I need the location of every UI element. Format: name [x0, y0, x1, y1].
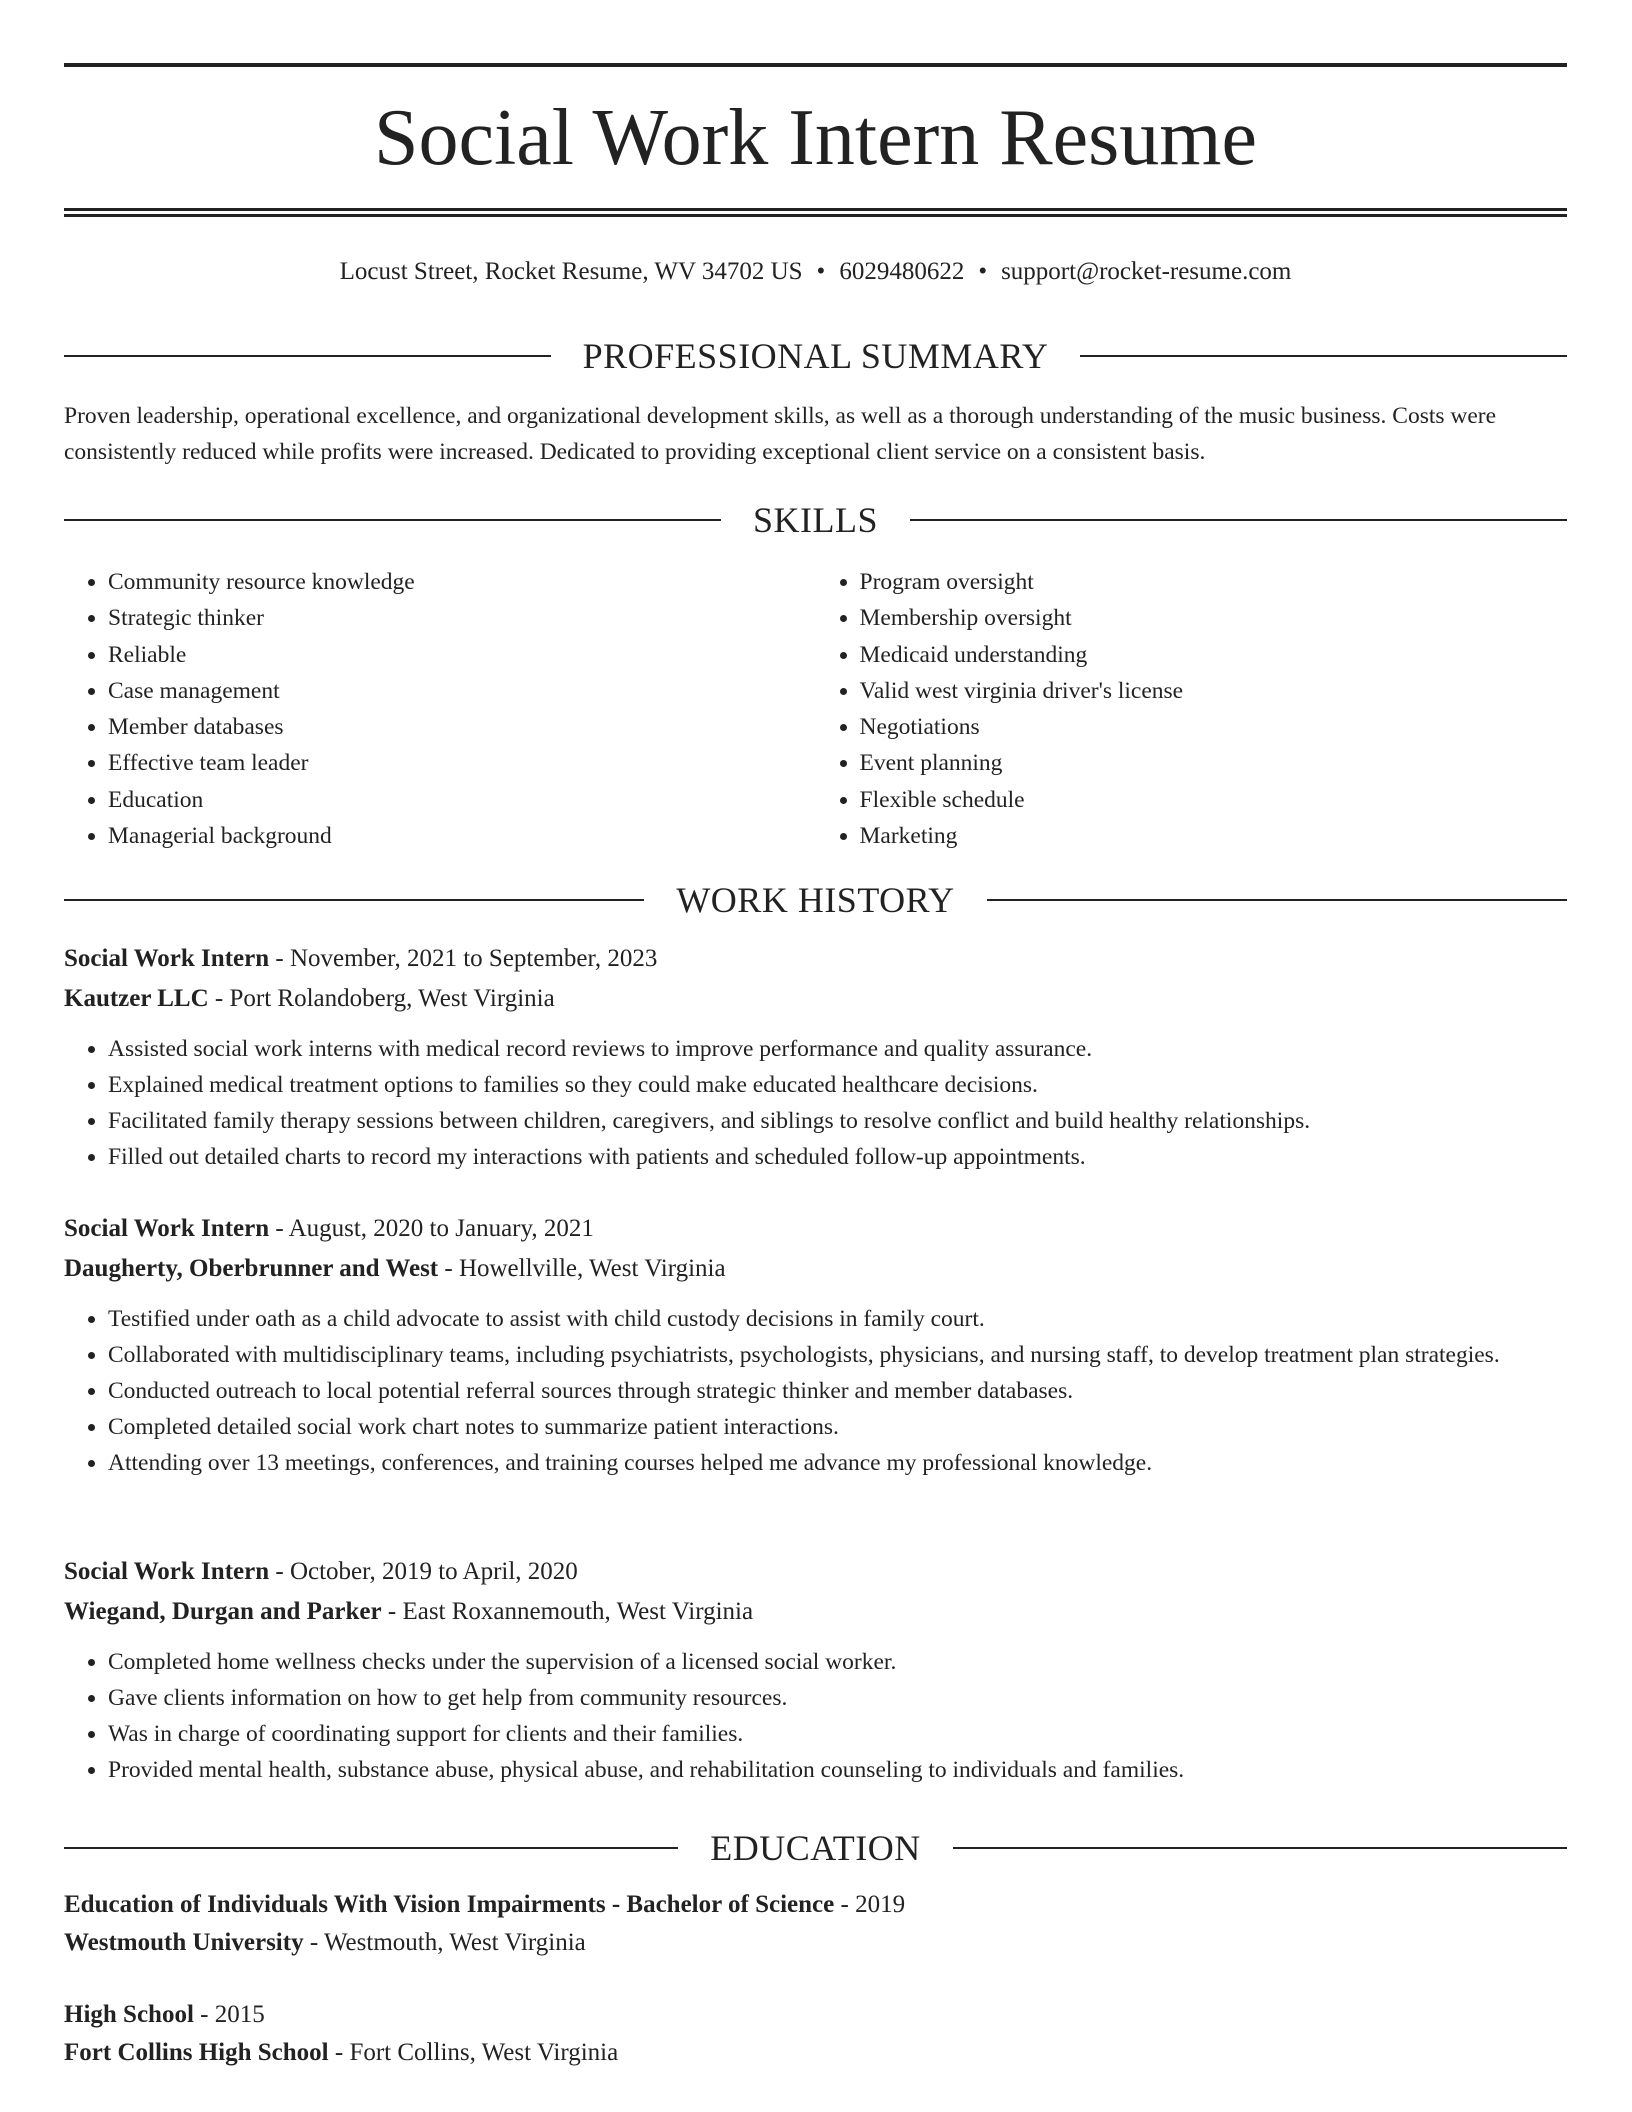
section-header-summary — [64, 336, 1567, 376]
skill-item: • Event planning — [860, 745, 1568, 781]
section-header-work-history — [64, 880, 1567, 920]
section-title: WORK HISTORY — [676, 880, 955, 920]
job-location: - Howellville, West Virginia — [438, 1255, 726, 1282]
education-school-line — [64, 2034, 1567, 2072]
section-rule — [987, 899, 1567, 901]
skill-item: • Member databases — [108, 709, 816, 745]
education-year: - 2015 — [193, 2001, 265, 2028]
skill-item: • Reliable — [108, 637, 816, 673]
job-dates: - August, 2020 to January, 2021 — [269, 1215, 594, 1242]
job-role-line — [64, 1209, 1567, 1249]
skill-item: • Marketing — [860, 818, 1568, 854]
skills-list — [64, 564, 1567, 854]
education-entry — [64, 1996, 1567, 2072]
job-bullet: • Gave clients information on how to get help from community resources. — [108, 1680, 1567, 1716]
job-bullet: • Attending over 13 meetings, conferences, and training courses helped me advance my professional knowledge. — [108, 1445, 1567, 1481]
education-degree: High School — [64, 2001, 194, 2028]
job-bullet: • Assisted social work interns with medical record reviews to improve performance and quality assurance. — [108, 1031, 1567, 1067]
education-degree-line — [64, 1886, 1567, 1924]
job-bullet: • Was in charge of coordinating support for clients and their families. — [108, 1716, 1567, 1752]
section-rule — [64, 355, 551, 357]
section-rule — [953, 1847, 1567, 1849]
job-bullet: • Conducted outreach to local potential referral sources through strategic thinker and member databases. — [108, 1373, 1567, 1409]
job-bullet: • Testified under oath as a child advocate to assist with child custody decisions in family court. — [108, 1301, 1567, 1337]
job-bullets — [64, 1301, 1567, 1481]
skills-column-right — [816, 564, 1568, 854]
skill-item: • Flexible schedule — [860, 782, 1568, 818]
contact-separator: • — [816, 258, 826, 285]
section-header-skills — [64, 500, 1567, 540]
education-school: Westmouth University — [64, 1929, 304, 1956]
section-rule — [1080, 355, 1567, 357]
job-bullets — [64, 1031, 1567, 1175]
skill-item: • Case management — [108, 673, 816, 709]
skill-item: • Program oversight — [860, 564, 1568, 600]
education-degree-line — [64, 1996, 1567, 2034]
job-bullet: • Facilitated family therapy sessions between children, caregivers, and siblings to resolve conflict and build healthy relationships. — [108, 1103, 1567, 1139]
education-location: - Westmouth, West Virginia — [303, 1929, 586, 1956]
job-bullet: • Completed detailed social work chart notes to summarize patient interactions. — [108, 1409, 1567, 1445]
education-school: Fort Collins High School — [64, 2039, 329, 2066]
skill-item: • Membership oversight — [860, 600, 1568, 636]
contact-email[interactable]: support@rocket-resume.com — [1001, 258, 1292, 285]
job-role-line — [64, 939, 1567, 979]
contact-phone: 6029480622 — [839, 258, 965, 285]
skill-item: • Effective team leader — [108, 745, 816, 781]
job-title: Social Work Intern — [64, 1558, 270, 1585]
job-title: Social Work Intern — [64, 1215, 270, 1242]
top-divider — [64, 63, 1567, 67]
job-dates: - November, 2021 to September, 2023 — [269, 945, 658, 972]
job-dates: - October, 2019 to April, 2020 — [269, 1558, 578, 1585]
education-school-line — [64, 1924, 1567, 1962]
title-double-divider — [64, 208, 1567, 217]
job-bullets — [64, 1644, 1567, 1788]
job-bullet: • Completed home wellness checks under the supervision of a licensed social worker. — [108, 1644, 1567, 1680]
job-location: - East Roxannemouth, West Virginia — [381, 1598, 754, 1625]
contact-line — [64, 254, 1567, 290]
contact-address: Locust Street, Rocket Resume, WV 34702 US — [339, 258, 803, 285]
education-location: - Fort Collins, West Virginia — [328, 2039, 619, 2066]
section-title: PROFESSIONAL SUMMARY — [582, 336, 1049, 376]
job-entry — [64, 1552, 1567, 1788]
job-employer-line — [64, 1592, 1567, 1632]
section-title: EDUCATION — [710, 1828, 921, 1868]
skills-column-left — [64, 564, 816, 854]
job-bullet: • Filled out detailed charts to record my interactions with patients and scheduled follow-up appointments. — [108, 1139, 1567, 1175]
section-rule — [64, 899, 644, 901]
section-rule — [64, 519, 721, 521]
skill-item: • Strategic thinker — [108, 600, 816, 636]
skill-item: • Negotiations — [860, 709, 1568, 745]
resume-title: Social Work Intern Resume — [373, 94, 1257, 182]
job-bullet: • Explained medical treatment options to families so they could make educated healthcare decisions. — [108, 1067, 1567, 1103]
skill-item: • Education — [108, 782, 816, 818]
education-year: - 2019 — [834, 1891, 906, 1918]
contact-separator: • — [978, 258, 988, 285]
education-degree: Education of Individuals With Vision Impairments - Bachelor of Science — [64, 1891, 835, 1918]
skill-item: • Community resource knowledge — [108, 564, 816, 600]
job-company: Wiegand, Durgan and Parker — [64, 1598, 382, 1625]
skill-item: • Valid west virginia driver's license — [860, 673, 1568, 709]
job-role-line — [64, 1552, 1567, 1592]
job-bullet: • Provided mental health, substance abuse, physical abuse, and rehabilitation counseling to individuals and families. — [108, 1752, 1567, 1788]
skill-item: • Managerial background — [108, 818, 816, 854]
section-title: SKILLS — [753, 500, 879, 540]
section-header-education — [64, 1828, 1567, 1868]
job-bullet: • Collaborated with multidisciplinary teams, including psychiatrists, psychologists, physicians, and nursing staff, to develop treatment plan strategies. — [108, 1337, 1567, 1373]
job-employer-line — [64, 1249, 1567, 1289]
job-title: Social Work Intern — [64, 945, 270, 972]
skill-item: • Medicaid understanding — [860, 637, 1568, 673]
section-rule — [64, 1847, 678, 1849]
job-entry — [64, 939, 1567, 1175]
job-company: Daugherty, Oberbrunner and West — [64, 1255, 439, 1282]
job-employer-line — [64, 979, 1567, 1019]
job-company: Kautzer LLC — [64, 985, 209, 1012]
job-location: - Port Rolandoberg, West Virginia — [208, 985, 555, 1012]
summary-text: Proven leadership, operational excellence, and organizational development skills, as well as a thorough understanding of the music business. Costs were consistently reduced while profits were increased. Dedicated to providing exceptional client service on a consistent basis. — [64, 403, 1497, 465]
education-entry — [64, 1886, 1567, 1962]
job-entry — [64, 1209, 1567, 1481]
section-rule — [910, 519, 1567, 521]
